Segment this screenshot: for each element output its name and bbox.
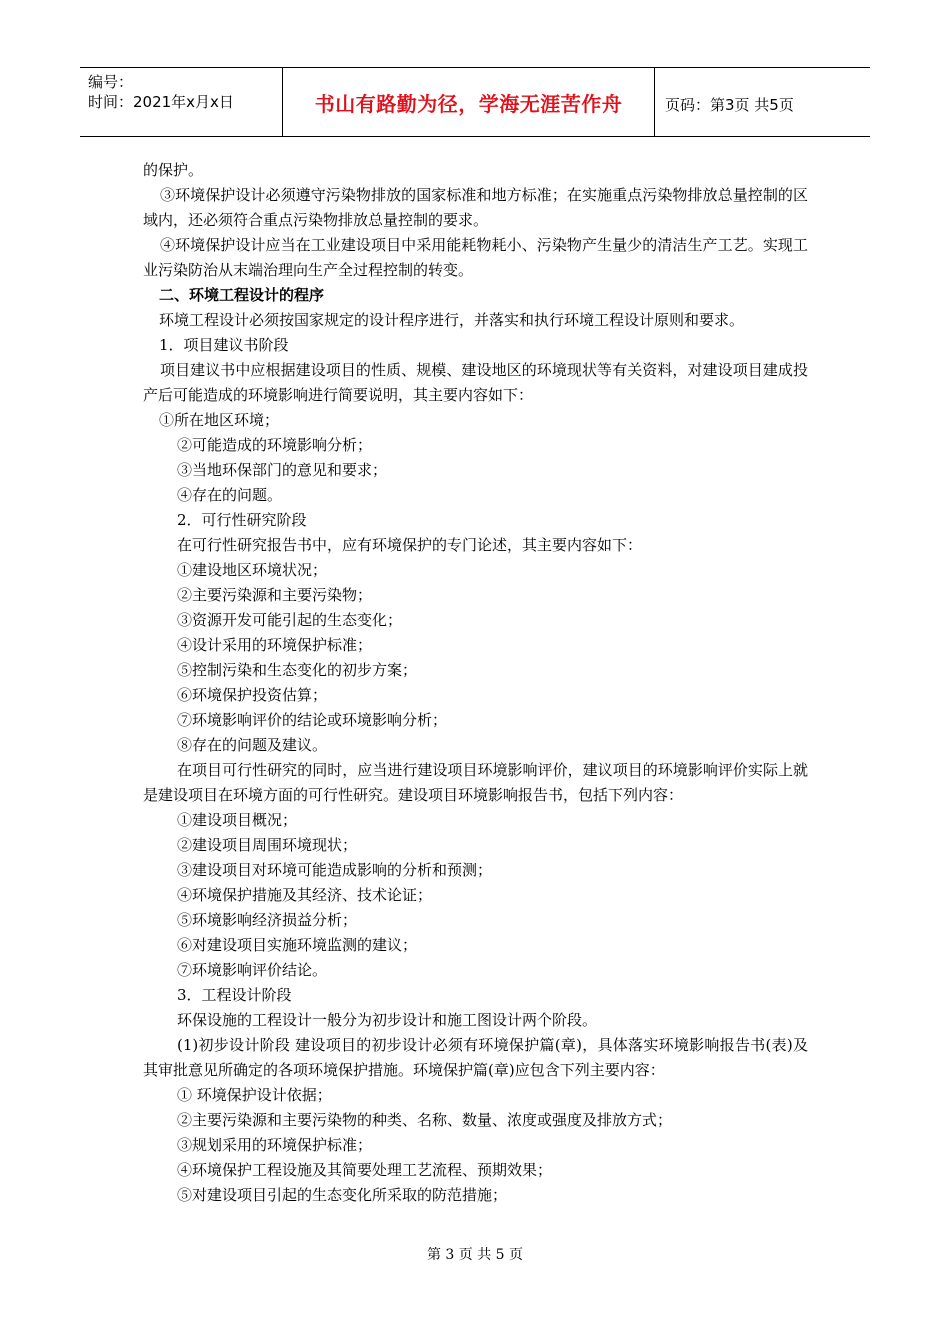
list-item: ⑦环境影响评价结论。: [177, 961, 328, 979]
list-item: ⑥对建设项目实施环境监测的建议；: [177, 936, 418, 954]
list-item: ①建设地区环境状况；: [177, 561, 328, 579]
list-item: ① 环境保护设计依据；: [177, 1086, 332, 1104]
list-item: ④环境保护措施及其经济、技术论证；: [177, 886, 433, 904]
paragraph: 项目建议书中应根据建设项目的性质、规模、建设地区的环境现状等有关资料，对建设项目建成投产后可能造成的环境影响进行简要说明，其主要内容如下：: [143, 361, 808, 404]
header-divider: [654, 68, 655, 136]
list-item: ①建设项目概况；: [177, 811, 298, 829]
subsection-heading: 2．可行性研究阶段: [177, 511, 307, 529]
paragraph: ④环境保护设计应当在工业建设项目中采用能耗物耗小、污染物产生量少的清洁生产工艺。实现工业污染防治从末端治理向生产全过程控制的转变。: [143, 236, 808, 279]
paragraph: 环境工程设计必须按国家规定的设计程序进行，并落实和执行环境工程设计原则和要求。: [159, 311, 745, 329]
paragraph: 在可行性研究报告书中，应有环境保护的专门论述，其主要内容如下：: [177, 536, 643, 554]
list-item: ③建设项目对环境可能造成影响的分析和预测；: [177, 861, 493, 879]
list-item: ⑥环境保护投资估算；: [177, 686, 328, 704]
list-item: ②建设项目周围环境现状；: [177, 836, 358, 854]
list-item: ③资源开发可能引起的生态变化；: [177, 611, 403, 629]
subsection-heading: 3．工程设计阶段: [177, 986, 292, 1004]
paragraph: 的保护。: [143, 161, 204, 179]
list-item: ⑤对建设项目引起的生态变化所采取的防范措施；: [177, 1186, 508, 1204]
header-meta: [88, 72, 288, 112]
list-item: ⑤控制污染和生态变化的初步方案；: [177, 661, 418, 679]
paragraph: 在项目可行性研究的同时，应当进行建设项目环境影响评价，建议项目的环境影响评价实际上就是建设项目在环境方面的可行性研究。建设项目环境影响报告书，包括下列内容：: [143, 761, 808, 804]
list-item: ④设计采用的环境保护标准；: [177, 636, 373, 654]
section-heading: 二、环境工程设计的程序: [159, 286, 325, 304]
list-item: ⑤环境影响经济损益分析；: [177, 911, 358, 929]
paragraph: ③环境保护设计必须遵守污染物排放的国家标准和地方标准；在实施重点污染物排放总量控制的区域内，还必须符合重点污染物排放总量控制的要求。: [143, 186, 808, 229]
list-item: ⑦环境影响评价的结论或环境影响分析；: [177, 711, 448, 729]
paragraph: 环保设施的工程设计一般分为初步设计和施工图设计两个阶段。: [177, 1011, 598, 1029]
page-header: [80, 67, 870, 137]
list-item: ①所在地区环境；: [159, 411, 280, 429]
header-motto: 书山有路勤为径，学海无涯苦作舟: [314, 91, 623, 116]
document-time-label: 时间：2021年x月x日: [88, 93, 234, 111]
list-item: ②可能造成的环境影响分析；: [177, 436, 373, 454]
paragraph: (1)初步设计阶段 建设项目的初步设计必须有环境保护篇(章)，具体落实环境影响报告书(表)及其审批意见所确定的各项环境保护措施。环境保护篇(章)应包含下列主要内容：: [143, 1036, 808, 1079]
list-item: ③当地环保部门的意见和要求；: [177, 461, 388, 479]
document-body: [143, 158, 808, 1208]
list-item: ⑧存在的问题及建议。: [177, 736, 328, 754]
document-number-label: 编号：: [88, 73, 134, 91]
subsection-heading: 1．项目建议书阶段: [159, 336, 289, 354]
header-page-info: 页码：第3页 共5页: [665, 96, 794, 114]
page-footer: 第 3 页 共 5 页: [426, 1247, 524, 1263]
list-item: ②主要污染源和主要污染物；: [177, 586, 373, 604]
list-item: ③规划采用的环境保护标准；: [177, 1136, 373, 1154]
list-item: ④环境保护工程设施及其简要处理工艺流程、预期效果；: [177, 1161, 553, 1179]
list-item: ②主要污染源和主要污染物的种类、名称、数量、浓度或强度及排放方式；: [177, 1111, 673, 1129]
list-item: ④存在的问题。: [177, 486, 283, 504]
